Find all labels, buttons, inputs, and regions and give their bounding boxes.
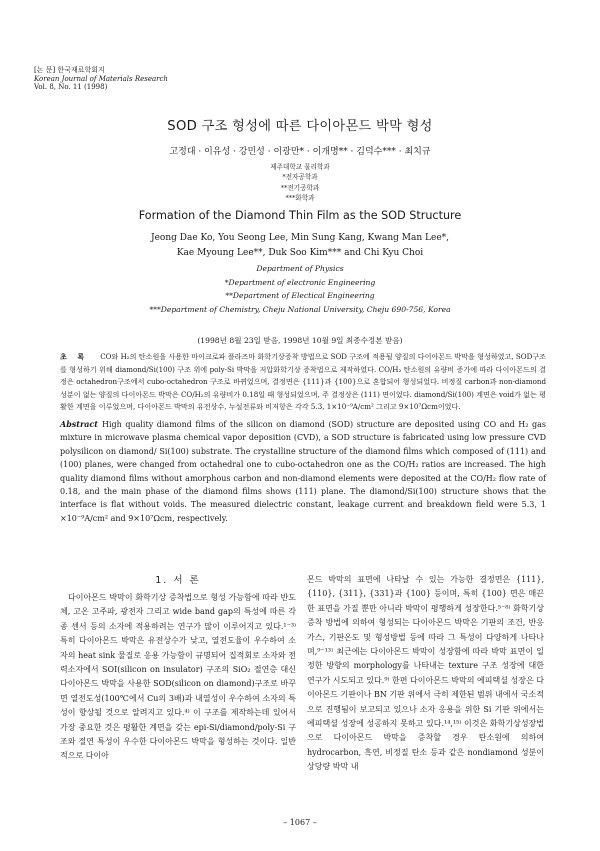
body-paragraph: 다이아몬드 박막이 화학기상 증착법으로 형성 가능함에 따라 반도체, 고온 고주파, 광전자 그리고 wide band gap의 특성에 따른 각종 센서 등의 소자에 적용하려는 연구가 많이 이루어지고 있다.¹⁻³⁾ 특히 다이아몬드 박막은 유전상수가 낮고, 열전도율이 우수하여 소자의 heat sink 물질로 응용 가능함이 규명되어 집적회로 소자와 전력소자에서 SOI(silicon on insulator) 구조의 SiO₂ 절연층 대신 다이아몬드 박막을 사용한 SOD(silicon on diamond)구조로 바꾸면 열전도성(100℃에서 Cu의 3배)과 내열성이 우수하여 소자의 특성이 향상될 것으로 알려지고 있다.⁴⁾ 이 구조를 제작하는데 있어서 가장 중요한 것은 평활한 계면을 갖는 epi-Si/diamond/poly-Si 구조와 절연 특성이 우수한 다이아몬드 박막을 형성하는 것이다. 일반적으로 다이아: [60, 593, 296, 761]
body-column-left: [60, 591, 296, 764]
section-heading-introduction: 1. 서 론: [155, 575, 201, 586]
body-paragraph: 몬드 박막의 표면에 나타날 수 있는 가능한 결정면은 {111}, {110}, {311}, {331}과 {100} 등이며, 특히 {100} 면은 매끈한 표면을 가질 뿐만 아니라 박막이 평행하게 성장한다.⁵⁻⁸⁾ 화학기상 증착 방법에 의하여 형성되는 다이아몬드 박막은 기판의 조건, 반응가스, 기판온도 및 형성방법 등에 따라 그 특성이 다양하게 나타나며,⁹⁻¹³⁾ 최근에는 다이아몬드 박막이 성장함에 따라 박막 표면이 일정한 방향의 morphology를 나타내는 texture 구조 성장에 대한 연구가 시도되고 있다.⁹⁾ 한편 다이아몬드 박막의 에피택셜 성장은 다이아몬드 기판이나 BN 기판 위에서 극히 제한된 범위 내에서 국소적으로 진행됨이 보고되고 있으나 소자 응용을 위한 Si 기판 위에서는 에피택셜 성장에 성공하지 못하고 있다.¹⁴,¹⁵⁾ 이것은 화학기상성장법으로 다이아몬드 박막을 증착할 경우 탄소원에 의하여 hydrocarbon, 흑연, 비정질 탄소 등과 같은 nondiamond 성분이 상당량 박막 내: [307, 575, 544, 772]
affiliation-ko: ***화학과: [285, 193, 315, 202]
abstract-en-text: High quality diamond films of the silicon on diamond (SOD) structure are deposited using CO and H₂ gas mixture in microwave plasma chemical vapor deposition (CVD), a SOD structure is fabricated using low pressure CVD polysilicon on diamond/ Si(100) substrate. The crystalline structure of the diamond films which composed of (111) and (100) planes, were changed from octahedral one to cubo-octahedron one as the CO/H₂ ratios are increased. The high quality diamond films without amorphous carbon and non-diamond elements were deposited at the CO/H₂ flow rate of 0.18, and the main phase of the diamond films shows (111) plane. The diamond/Si(100) structure shows that the interface is flat without voids. The measured dielectric constant, leakage current and breakdown field were 5.3, 1 ×10⁻⁹A/cm² and 9×10⁷Ωcm, respectively.: [60, 420, 546, 523]
abstract-english: [60, 418, 546, 525]
title-korean: SOD 구조 형성에 따른 다이아몬드 박막 형성: [167, 119, 433, 134]
journal-name-ko: [논 문] 한국재료학회지: [34, 66, 105, 74]
abstract-ko-label: 초 록: [60, 352, 89, 361]
authors-en-line: Kae Myoung Lee**, Duk Soo Kim*** and Chi Kyu Choi: [176, 248, 424, 258]
affiliation-en: *Department of electronic Engineering: [224, 277, 376, 287]
affiliation-en: **Department of Electical Engineering: [225, 291, 375, 300]
affiliation-ko: *전자공학과: [282, 173, 318, 182]
body-column-right: [307, 573, 544, 775]
affiliation-en: ***Department of Chemistry, Cheju National University, Cheju 690-756, Korea: [149, 304, 451, 314]
authors-en-line: Jeong Dae Ko, You Seong Lee, Min Sung Kang, Kwang Man Lee*,: [150, 233, 449, 243]
affiliations-korean: [0, 162, 600, 203]
page-number: – 1067 –: [283, 818, 317, 827]
abstract-ko-text: CO와 H₂의 탄소원을 사용한 마이크로파 플라즈마 화학기상증착 방법으로 SOD 구조에 적용될 양질의 다이아몬드 박막을 형성하였고, SOD구조를 형성하기 위해 diamond/Si(100) 구조 위에 poly-Si 박막을 저압화학기상 증착법으로 제작하였다. CO/H₂ 탄소원의 유량비 증가에 따라 다이아몬드의 결정은 octahedron구조에서 cubo-octahedron 구조로 바뀌었으며, 결정면은 {111}과 {100}으로 혼합되어 형성되었다. 비정질 carbon과 non-diamond 성분이 없는 양질의 다이아몬드 박막은 CO/H₂의 유량비가 0.18일 때 형성되었으며, 주 결정상은 (111) 면이었다. diamond/Si(100) 계면은 void가 없는 평활한 계면을 이루었으며, 다이아몬드 박막의 유전상수, 누설전류와 비저항은 각각 5.3, 1×10⁻⁹A/cm² 그리고 9×10⁷Ωcm이었다.: [60, 352, 546, 412]
journal-volume: Vol. 8, No. 11 (1998): [34, 83, 108, 92]
abstract-en-label: Abstract: [60, 419, 98, 429]
title-english: Formation of the Diamond Thin Film as the SOD Structure: [138, 209, 462, 222]
received-dates: (1998년 8월 23일 받음, 1998년 10월 9일 최종수정본 받음): [197, 336, 403, 345]
authors-english: [0, 231, 600, 261]
affiliation-en: Department of Physics: [256, 264, 344, 273]
authors-korean: 고정대 · 이유성 · 강민성 · 이광만* · 이개명** · 김덕수*** · 최치규: [169, 147, 431, 157]
journal-name-en: Korean Journal of Materials Research: [34, 74, 168, 83]
affiliation-ko: 제주대학교 물리학과: [270, 163, 330, 171]
affiliations-english: [0, 262, 600, 316]
abstract-korean: [60, 351, 546, 414]
journal-header: [34, 66, 168, 92]
affiliation-ko: **전기공학과: [280, 183, 320, 192]
